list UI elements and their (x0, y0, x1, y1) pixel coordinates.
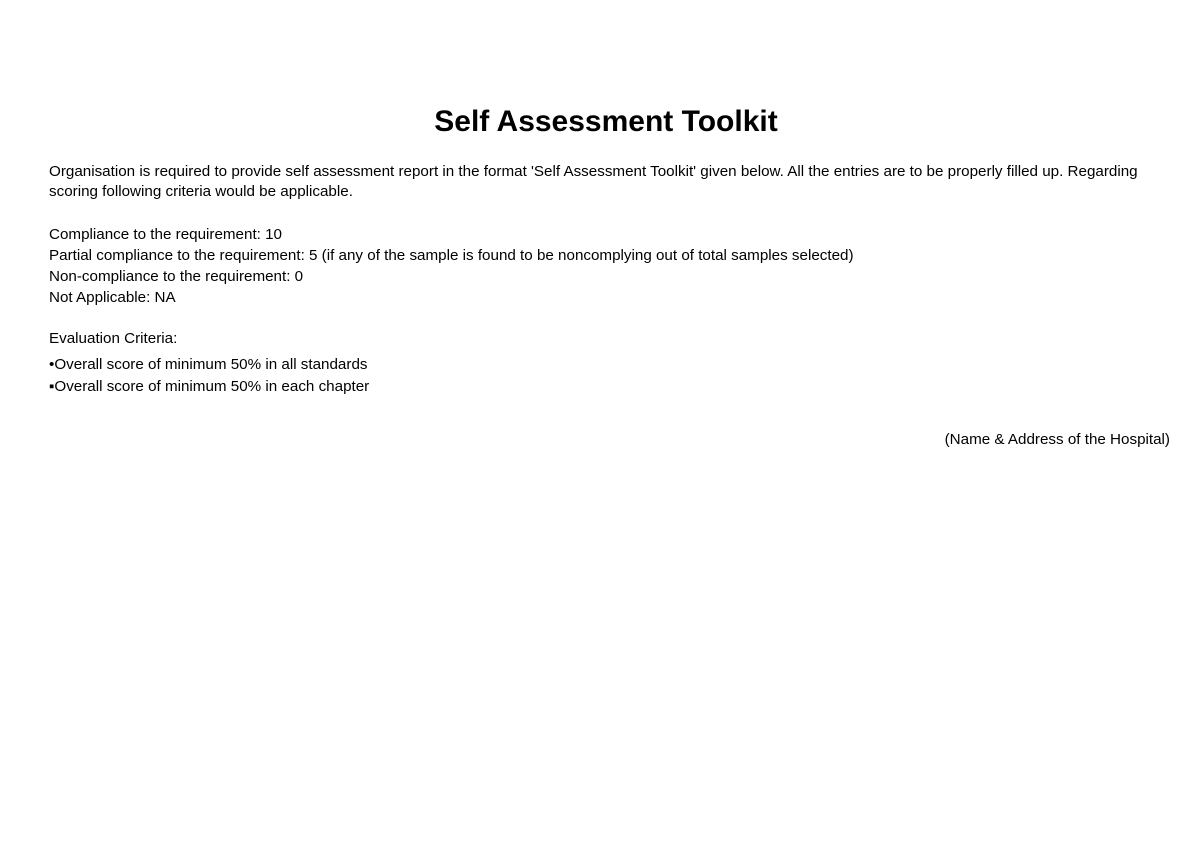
hospital-name-address-placeholder: (Name & Address of the Hospital) (944, 431, 1170, 448)
document-title: Self Assessment Toolkit (434, 105, 778, 138)
evaluation-item-text: Overall score of minimum 50% in all standards (54, 356, 368, 373)
evaluation-criteria-list (49, 354, 369, 398)
scoring-criterion-compliance: Compliance to the requirement: 10 (49, 226, 283, 243)
square-bullet-icon: ▪ (49, 378, 55, 395)
scoring-criterion-not-applicable: Not Applicable: NA (49, 289, 176, 306)
evaluation-item-text: Overall score of minimum 50% in each chapter (54, 378, 370, 395)
evaluation-item (49, 376, 369, 398)
scoring-criteria-list (49, 224, 1149, 308)
scoring-criterion-partial: Partial compliance to the requirement: 5 (if any of the sample is found to be noncomplying out of total samples selected) (49, 247, 854, 264)
evaluation-item (49, 354, 369, 376)
bullet-icon: • (49, 356, 55, 373)
intro-paragraph: Organisation is required to provide self assessment report in the format 'Self Assessment Toolkit' given below. All the entries are to be properly filled up. Regarding scoring following criteria would be applicable. (49, 163, 1138, 200)
evaluation-criteria-heading: Evaluation Criteria: (49, 330, 178, 347)
scoring-criterion-noncompliance: Non-compliance to the requirement: 0 (49, 268, 304, 285)
